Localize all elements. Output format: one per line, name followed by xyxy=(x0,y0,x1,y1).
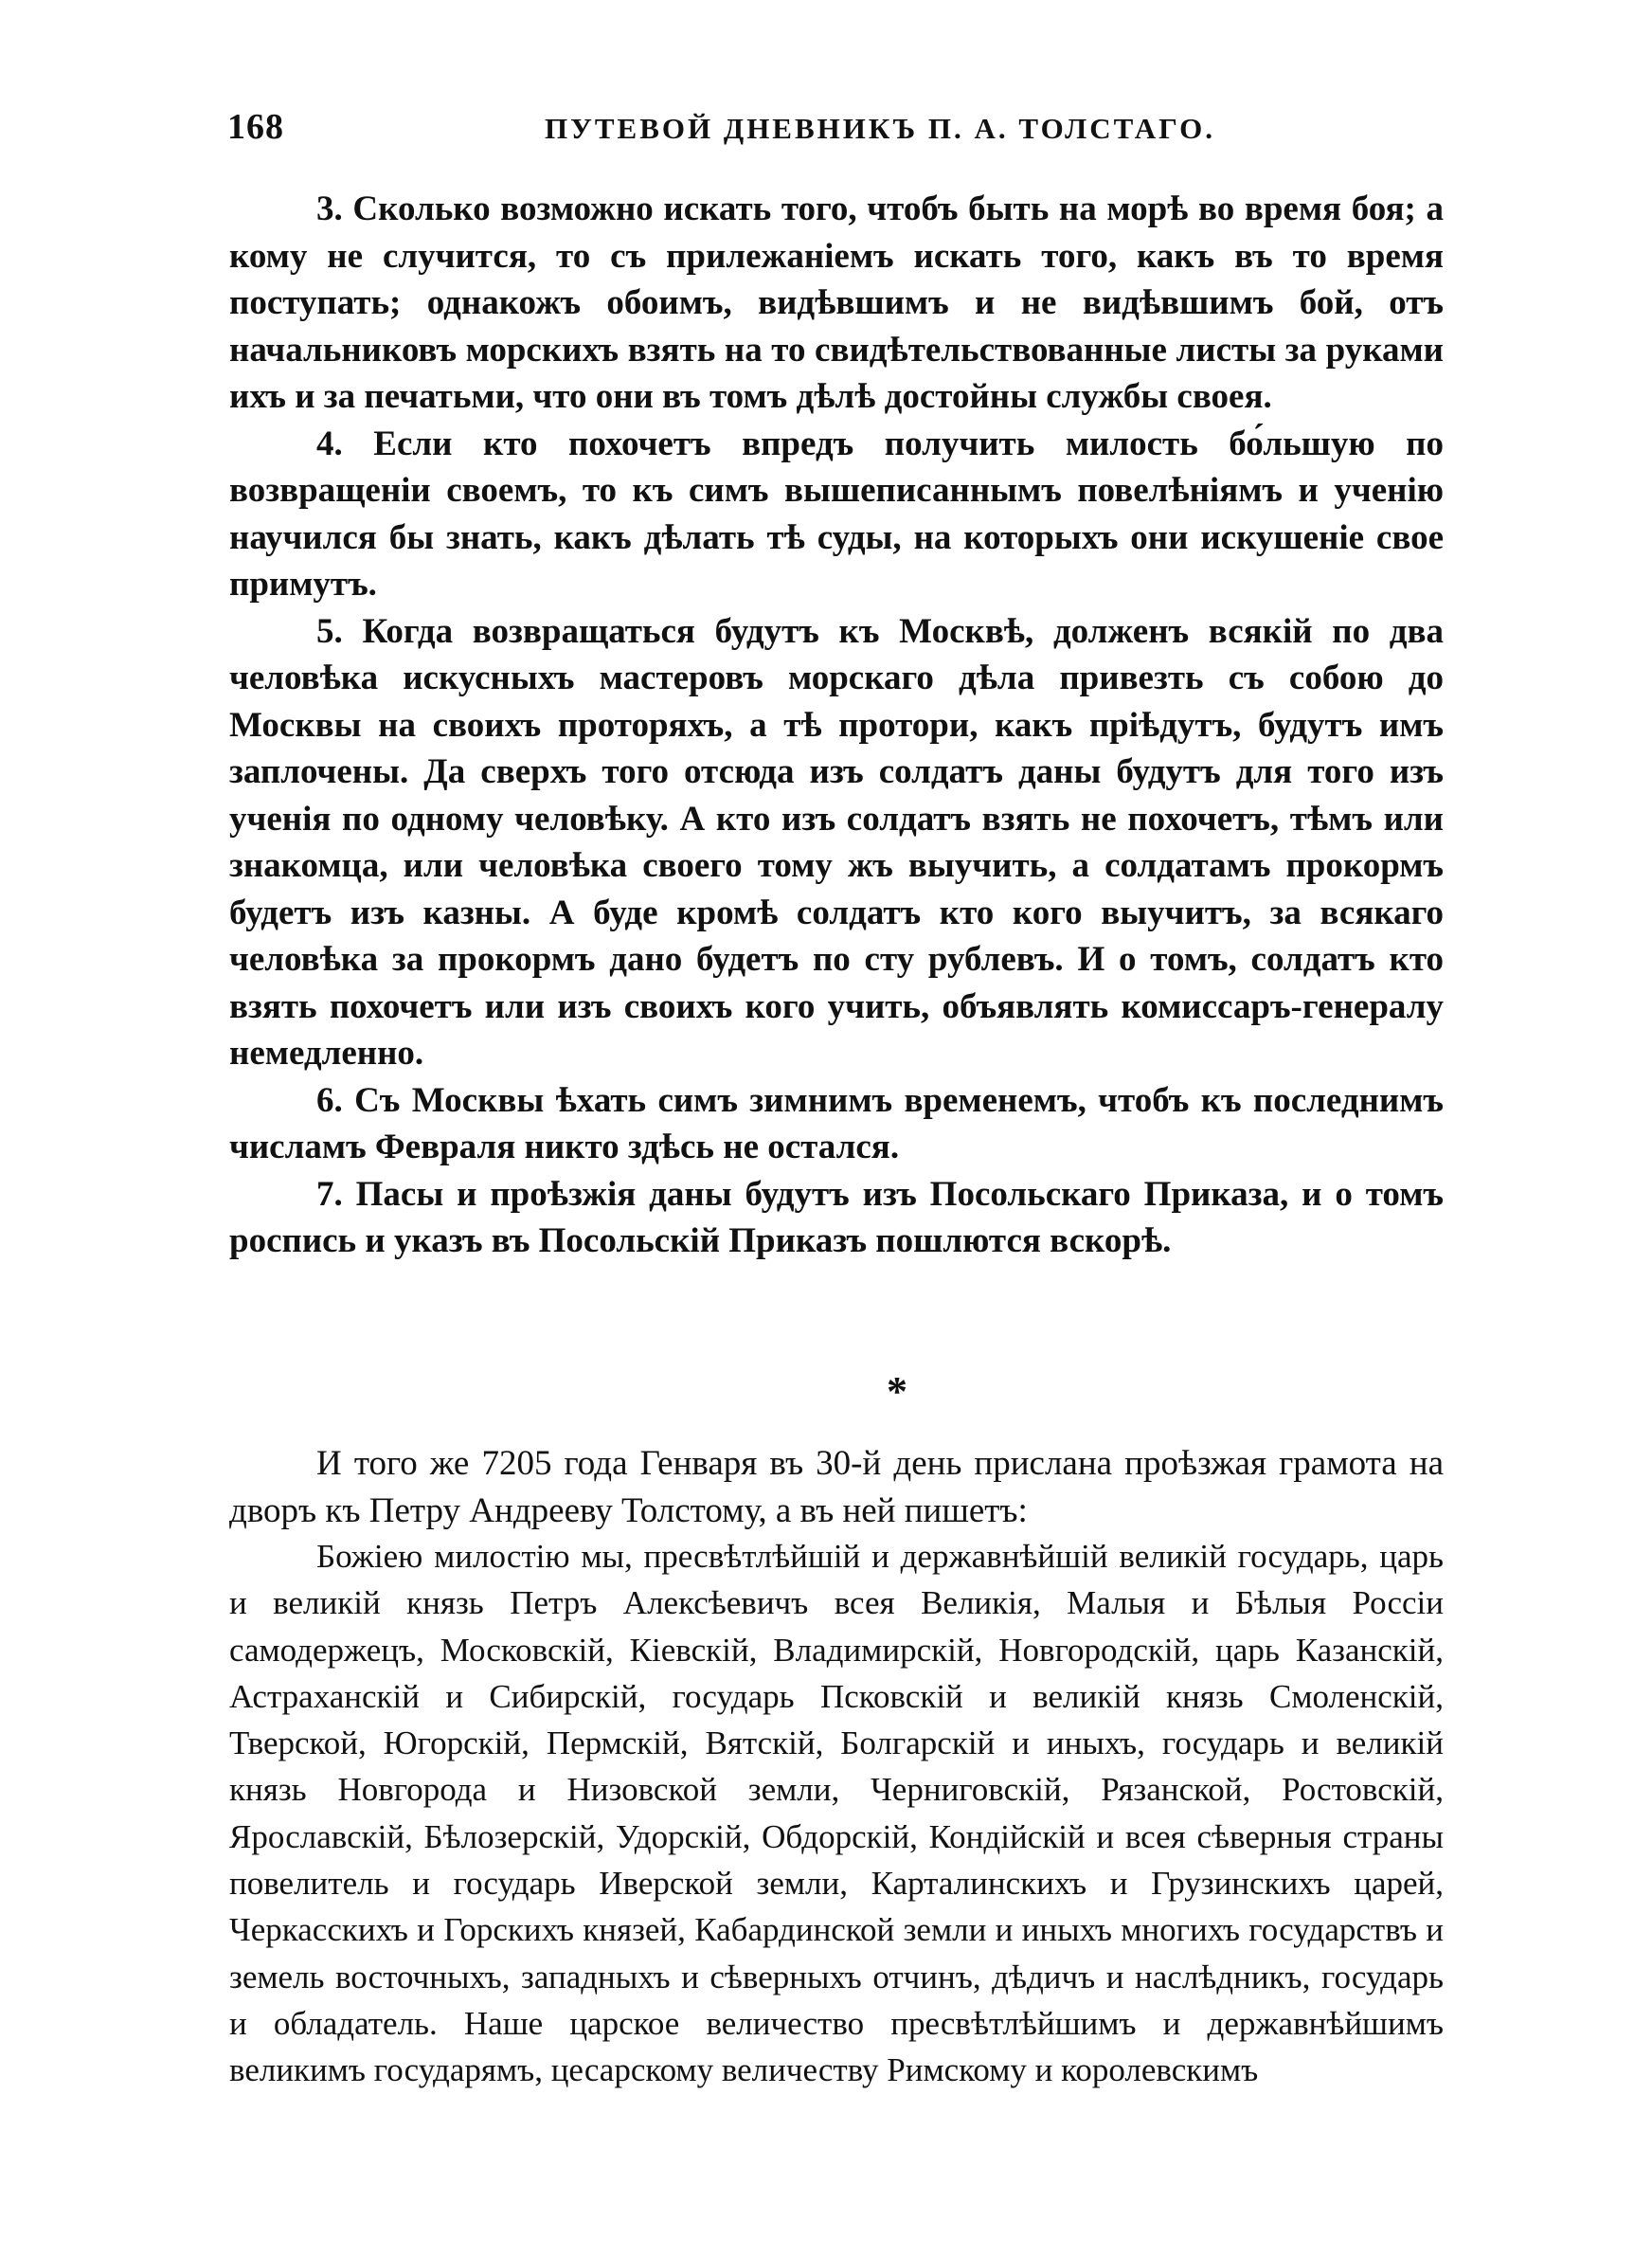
paragraph-3: 3. Сколько возможно искать того, чтобъ быть на морѣ во время боя; а кому не случится, то съ прилежаніемъ искать того, какъ въ то время поступать; однакожъ обоимъ, видѣвшимъ и не видѣвшимъ бой, отъ начальниковъ морскихъ взять на то свидѣтельствованные листы за руками ихъ и за печатьми, что они въ томъ дѣлѣ достойны службы своея. xyxy=(229,190,1444,416)
instructions-section xyxy=(229,186,1444,1265)
paragraph-7: 7. Пасы и проѣзжія даны будутъ изъ Посольскаго Приказа, и о томъ роспись и указъ въ Посольскій Приказъ пошлются вскорѣ. xyxy=(229,1174,1444,1260)
intro-paragraph: И того же 7205 года Генваря въ 30-й день прислана проѣзжая грамота на дворъ къ Петру Андрееву Толстому, а въ ней пишетъ: xyxy=(229,1444,1444,1530)
running-title: ПУТЕВОЙ ДНЕВНИКЪ П. А. ТОЛСТАГО. xyxy=(545,112,1215,145)
paragraph-6: 6. Съ Москвы ѣхать симъ зимнимъ временемъ, чтобъ къ последнимъ числамъ Февраля никто здѣсь не остался. xyxy=(229,1080,1444,1166)
paragraph-4: 4. Если кто похочетъ впредъ получить милость бо́льшую по возвращеніи своемъ, то къ симъ вышеписаннымъ повелѣніямъ и ученію научился бы знать, какъ дѣлать тѣ суды, на которыхъ они искушеніе свое примутъ. xyxy=(229,424,1444,604)
page-number: 168 xyxy=(227,107,284,147)
page-header xyxy=(227,106,1449,163)
section-separator: * xyxy=(887,1368,907,1415)
intro-section xyxy=(229,1440,1444,1534)
paragraph-5: 5. Когда возвращаться будутъ къ Москвѣ, долженъ всякій по два человѣка искусныхъ мастеровъ морскаго дѣла привезть съ собою до Москвы на своихъ проторяхъ, а тѣ протори, какъ пріѣдутъ, будутъ имъ заплочены. Да сверхъ того отсюда изъ солдатъ даны будутъ для того изъ ученія по одному человѣку. А кто изъ солдатъ взять не похочетъ, тѣмъ или знакомца, или человѣка своего тому жъ выучить, а солдатамъ прокормъ будетъ изъ казны. А буде кромѣ солдатъ кто кого выучитъ, за всякаго человѣка за прокормъ дано будетъ по сту рублевъ. И о томъ, солдатъ кто взять похочетъ или изъ своихъ кого учить, объявлять комиссаръ-генералу немедленно. xyxy=(229,611,1444,1073)
letter-paragraph: Божіею милостію мы, пресвѣтлѣйшій и державнѣйшій великій государь, царь и великій князь Петръ Алексѣевичъ всея Великія, Малыя и Бѣлыя Россіи самодержецъ, Московскій, Кіевскій, Владимирскій, Новгородскій, царь Казанскій, Астраханскій и Сибирскій, государь Псковскій и великій князь Смоленскій, Тверской, Югорскій, Пермскій, Вятскій, Болгарскій и иныхъ, государь и великій князь Новгорода и Низовской земли, Черниговскій, Рязанской, Ростовскій, Ярославскій, Бѣлозерскій, Удорскій, Обдорскій, Кондійскій и всея сѣверныя страны повелитель и государь Иверской земли, Карталинскихъ и Грузинскихъ царей, Черкасскихъ и Горскихъ князей, Кабардинской земли и иныхъ многихъ государствъ и земель восточныхъ, западныхъ и сѣверныхъ отчинъ, дѣдичъ и наслѣдникъ, государь и обладатель. Наше царское величество пресвѣтлѣйшимъ и державнѣйшимъ великимъ государямъ, цесарскому величеству Римскому и королевскимъ xyxy=(229,1538,1444,2089)
letter-section xyxy=(229,1533,1444,2094)
